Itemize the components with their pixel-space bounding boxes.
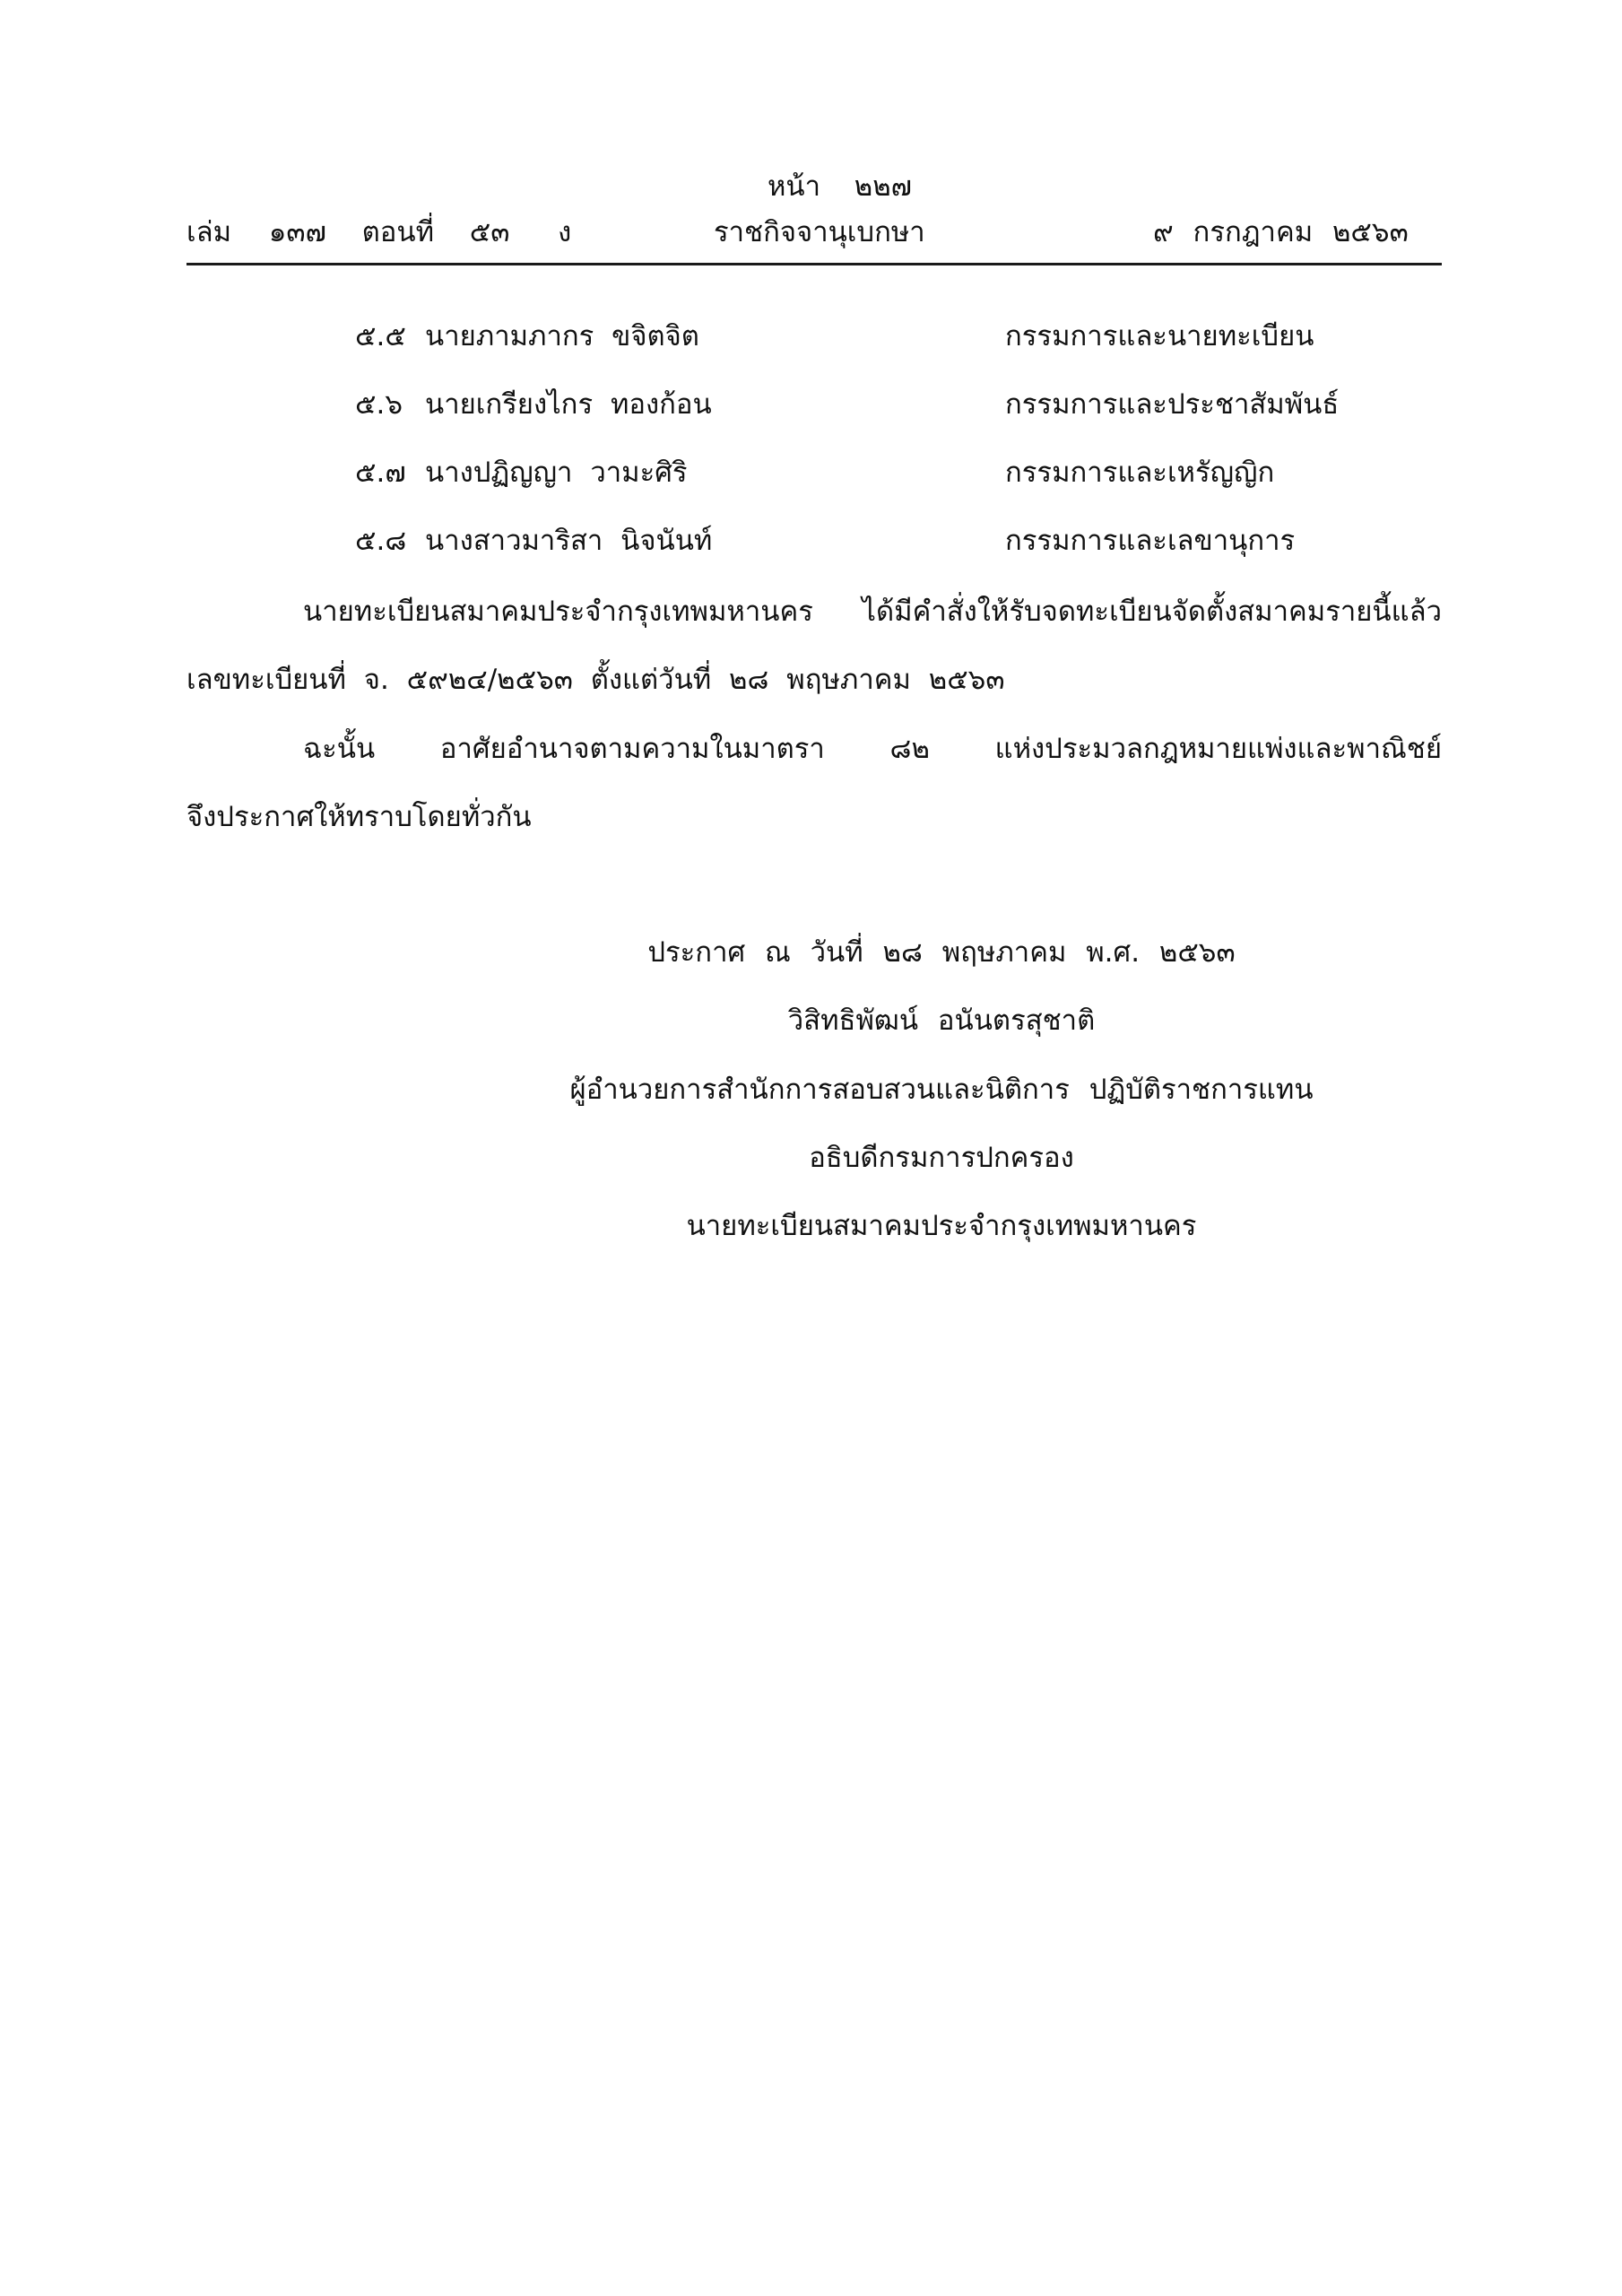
gazette-date: ๙ กรกฎาคม ๒๕๖๓ xyxy=(1153,216,1409,248)
signer-position-line-3: นายทะเบียนสมาคมประจำกรุงเทพมหานคร xyxy=(686,1210,1197,1242)
announcement-line-2: จึงประกาศให้ทราบโดยทั่วกัน xyxy=(186,801,532,833)
page-number: ๒๒๗ xyxy=(854,170,912,203)
member-number: ๕.๖ xyxy=(355,388,403,421)
member-role: กรรมการและนายทะเบียน xyxy=(1005,320,1314,352)
signer-name: วิสิทธิพัฒน์ อนันตรสุชาติ xyxy=(787,1004,1096,1037)
member-role: กรรมการและเหรัญญิก xyxy=(1005,457,1275,489)
registration-line-1: นายทะเบียนสมาคมประจำกรุงเทพมหานคร ได้มีคำสั่งให้รับจดทะเบียนจัดตั้งสมาคมรายนี้แล้ว xyxy=(303,596,1442,628)
member-name: นายภามภากร ขจิตจิต xyxy=(425,320,699,352)
section-label: ตอนที่ xyxy=(361,216,435,248)
volume-block xyxy=(186,216,572,248)
section-letter: ง xyxy=(558,216,572,248)
list-item xyxy=(0,459,1622,495)
member-number: ๕.๗ xyxy=(355,457,406,489)
member-name: นางสาวมาริสา นิจนันท์ xyxy=(425,525,713,557)
section-number: ๕๓ xyxy=(469,216,510,248)
volume-number: ๑๓๗ xyxy=(268,216,326,248)
announcement-line-1: ฉะนั้น อาศัยอำนาจตามความในมาตรา ๘๒ แห่งประมวลกฎหมายแพ่งและพาณิชย์ xyxy=(303,733,1442,765)
page-number-block xyxy=(768,170,912,203)
member-number: ๕.๘ xyxy=(355,525,407,557)
member-role: กรรมการและเลขานุการ xyxy=(1005,525,1296,557)
list-item xyxy=(0,527,1622,563)
member-number: ๕.๕ xyxy=(355,320,406,352)
announced-date: ประกาศ ณ วันที่ ๒๘ พฤษภาคม พ.ศ. ๒๕๖๓ xyxy=(647,936,1236,969)
signer-position-line-2: อธิบดีกรมการปกครอง xyxy=(809,1142,1074,1174)
member-name: นายเกรียงไกร ทองก้อน xyxy=(425,388,712,421)
header-divider xyxy=(186,263,1442,265)
list-item xyxy=(0,388,1622,427)
member-role: กรรมการและประชาสัมพันธ์ xyxy=(1005,388,1340,421)
member-name: นางปฏิญญา วามะศิริ xyxy=(425,457,688,489)
list-item xyxy=(0,320,1622,359)
signer-position-line-1: ผู้อำนวยการสำนักการสอบสวนและนิติการ ปฏิบัติราชการแทน xyxy=(569,1074,1314,1106)
volume-label: เล่ม xyxy=(186,216,232,248)
registration-line-2: เลขทะเบียนที่ จ. ๕๙๒๔/๒๕๖๓ ตั้งแต่วันที่ ๒๘ พฤษภาคม ๒๕๖๓ xyxy=(186,664,1005,696)
gazette-name: ราชกิจจานุเบกษา xyxy=(714,216,925,248)
page-label: หน้า xyxy=(768,170,821,203)
